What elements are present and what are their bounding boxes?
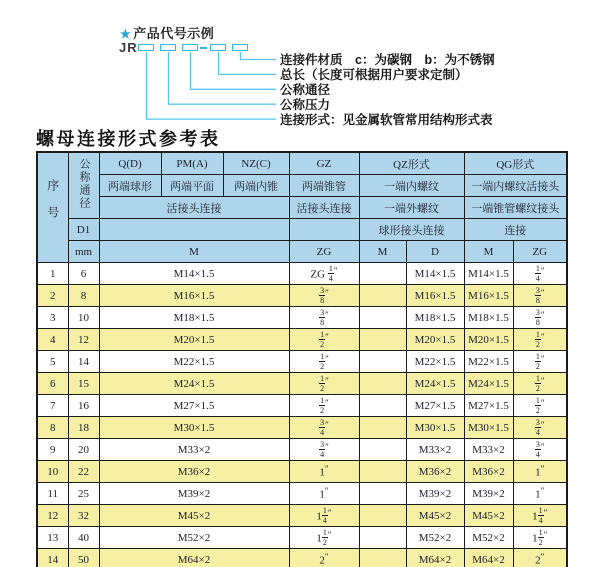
nut-connection-reference-table [36,151,568,567]
cell-qg_m: M18×1.5 [464,307,513,329]
table-row [37,439,567,461]
cell-dn: 32 [68,505,99,527]
cell-no: 4 [37,329,68,351]
table-row [37,307,567,329]
header-cell: M [464,241,513,263]
cell-gz [289,329,359,351]
header-cell [99,219,289,241]
cell-qz_d: M24×1.5 [406,373,464,395]
cell-m: M45×2 [99,505,289,527]
vertical-header-text: 公称通径 [78,158,90,210]
fraction: $\frac{3}{4}$ [535,417,540,437]
header-cell: GZ [289,152,359,175]
cell-qz_m [359,285,406,307]
cell-qg_m: M52×2 [464,527,513,549]
header-cell: 球形接头连接 [359,219,464,241]
cell-dn: 6 [68,263,99,285]
cell-qg_zg: 1 $\frac{1}{4}$ ″ [513,505,567,527]
cell-gz [289,439,359,461]
cell-no: 1 [37,263,68,285]
cell-dn: 50 [68,549,99,567]
header-cell: 两端锥管 [289,175,359,197]
header-cell: Q(D) [99,152,161,175]
header-cell: D [406,241,464,263]
fraction: $\frac{1}{2}$ [535,329,540,349]
cell-m: M30×1.5 [99,417,289,439]
table-title: 螺母连接形式参考表 [36,129,221,149]
cell-qz_m [359,549,406,567]
cell-qz_d: M27×1.5 [406,395,464,417]
cell-m: M27×1.5 [99,395,289,417]
cell-qg_zg [513,285,567,307]
fraction: $\frac{3}{8}$ [535,285,540,305]
legend-connection: 连接形式：见金属软管常用结构形式表 [280,112,493,127]
cell-no: 14 [37,549,68,567]
cell-qz_m [359,329,406,351]
cell-no: 10 [37,461,68,483]
inch-mark: ″ [540,463,545,474]
header-cell: 一端锥管螺纹接头 [464,197,567,219]
inch-mark: ″ [325,287,329,298]
cell-qg_zg [513,373,567,395]
cell-dn: 15 [68,373,99,395]
cell-no: 3 [37,307,68,329]
cell-no: 8 [37,417,68,439]
header-cell [68,152,99,219]
cell-no: 13 [37,527,68,549]
cell-qg_m: M14×1.5 [464,263,513,285]
inch-mark: ″ [324,463,329,474]
cell-qz_m [359,373,406,395]
cell-m: M18×1.5 [99,307,289,329]
inch-mark: ″ [543,507,548,518]
table-row [37,395,567,417]
cell-qz_d: M39×2 [406,483,464,505]
cell-qg_m: M22×1.5 [464,351,513,373]
table-row [37,329,567,351]
cell-qg_zg [513,263,567,285]
star-icon: ★ [120,27,132,41]
cell-m: M24×1.5 [99,373,289,395]
cell-qz_m [359,351,406,373]
header-cell: mm [68,241,99,263]
header-cell: 一端内螺纹活接头 [464,175,567,197]
cell-qg_m: M39×2 [464,483,513,505]
inch-mark: ″ [540,485,545,496]
cell-m: M64×2 [99,549,289,567]
code-prefix: JR [119,40,138,55]
cell-dn: 16 [68,395,99,417]
inch-mark: ″ [327,529,332,540]
fraction: $\frac{3}{8}$ [320,285,325,305]
header-cell: 活接头连接 [289,197,359,219]
cell-m: M14×1.5 [99,263,289,285]
cell-qg_zg: 2″ [513,549,567,567]
cell-m: M20×1.5 [99,329,289,351]
cell-no: 11 [37,483,68,505]
fraction: $\frac{3}{4}$ [535,439,540,459]
cell-qz_d: M33×2 [406,439,464,461]
cell-qz_d: M20×1.5 [406,329,464,351]
cell-qz_d: M52×2 [406,527,464,549]
inch-mark: ″ [327,507,332,518]
code-legend [280,53,495,128]
cell-gz [289,395,359,417]
cell-qg_m: M24×1.5 [464,373,513,395]
legend-pressure: 公称压力 [280,97,331,112]
cell-qg_zg: 1″ [513,461,567,483]
cell-qg_m: M27×1.5 [464,395,513,417]
cell-no: 7 [37,395,68,417]
cell-gz: 1 $\frac{1}{2}$ ″ [289,527,359,549]
cell-no: 6 [37,373,68,395]
cell-qz_m [359,461,406,483]
inch-mark: ″ [543,529,548,540]
cell-qg_m: M16×1.5 [464,285,513,307]
diagram-title-text: 产品代号示例 [133,26,215,41]
inch-mark: ″ [325,419,329,430]
legend-material: 连接件材质 c：为碳钢 b：为不锈钢 [280,53,495,67]
cell-dn: 25 [68,483,99,505]
cell-dn: 8 [68,285,99,307]
table-body [37,263,567,567]
cell-dn: 18 [68,417,99,439]
cell-qz_d: M45×2 [406,505,464,527]
header-cell: QZ形式 [359,152,464,175]
inch-mark: ″ [324,551,329,562]
cell-qz_d: M16×1.5 [406,285,464,307]
header-row-2 [37,175,567,197]
inch-mark: ″ [325,375,329,386]
cell-qz_d: M18×1.5 [406,307,464,329]
table-row [37,351,567,373]
inch-mark: ″ [325,309,329,320]
cell-qz_d: M36×2 [406,461,464,483]
cell-m: M39×2 [99,483,289,505]
fraction: $\frac{1}{2}$ [535,373,540,393]
cell-qg_zg: 1 $\frac{1}{2}$ ″ [513,527,567,549]
header-cell: 一端外螺纹 [359,197,464,219]
header-cell: 两端内锥 [223,175,289,197]
header-cell: M [99,241,289,263]
fraction: $\frac{3}{4}$ [320,439,325,459]
cell-qg_zg [513,439,567,461]
cell-qz_d: M64×2 [406,549,464,567]
cell-qg_m: M45×2 [464,505,513,527]
header-cell: ZG [289,241,359,263]
cell-no: 2 [37,285,68,307]
cell-no: 12 [37,505,68,527]
cell-qz_d: M14×1.5 [406,263,464,285]
legend-diameter: 公称通径 [280,82,331,97]
header-row-1 [37,152,567,175]
fraction: $\frac{1}{2}$ [320,373,325,393]
cell-qz_m [359,483,406,505]
cell-qg_m: M30×1.5 [464,417,513,439]
cell-qz_m [359,527,406,549]
cell-gz: 1 $\frac{1}{4}$ ″ [289,505,359,527]
cell-no: 5 [37,351,68,373]
cell-gz [289,373,359,395]
cell-dn: 40 [68,527,99,549]
header-cell: PM(A) [161,152,223,175]
cell-qg_zg [513,395,567,417]
cell-gz: 2″ [289,549,359,567]
cell-gz [289,307,359,329]
cell-dn: 20 [68,439,99,461]
header-cell: 两端平面 [161,175,223,197]
inch-mark: ″ [540,287,545,298]
cell-qz_m [359,505,406,527]
table-row [37,461,567,483]
header-cell: D1 [68,219,99,241]
fraction: $\frac{1}{2}$ [535,351,540,371]
cell-no: 9 [37,439,68,461]
cell-qz_d: M30×1.5 [406,417,464,439]
fraction: $\frac{1}{4}$ [328,263,333,283]
header-cell: M [359,241,406,263]
cell-qg_zg [513,329,567,351]
cell-qz_m [359,263,406,285]
inch-mark: ″ [325,397,329,408]
fraction: $\frac{1}{2}$ [320,395,325,415]
inch-mark: ″ [540,397,545,408]
cell-gz [289,351,359,373]
cell-m: M22×1.5 [99,351,289,373]
header-cell: 一端内螺纹 [359,175,464,197]
inch-mark: ″ [540,309,545,320]
header-cell [289,219,359,241]
cell-qg_zg [513,307,567,329]
cell-gz: 1″ [289,461,359,483]
header-row-5 [37,241,567,263]
header-cell: NZ(C) [223,152,289,175]
fraction: $\frac{1}{2}$ [535,395,540,415]
table-row [37,549,567,567]
fraction: $\frac{3}{4}$ [320,417,325,437]
cell-gz: 1″ [289,483,359,505]
cell-dn: 14 [68,351,99,373]
cell-qz_m [359,417,406,439]
vertical-header-text: 序号 [45,179,60,233]
header-cell: 两端球形 [99,175,161,197]
cell-dn: 10 [68,307,99,329]
inch-mark: ″ [540,331,545,342]
cell-m: M52×2 [99,527,289,549]
cell-qg_zg [513,417,567,439]
fraction: $\frac{1}{2}$ [538,527,543,547]
cell-qz_m [359,395,406,417]
inch-mark: ″ [325,441,329,452]
inch-mark: ″ [540,551,545,562]
table-row [37,527,567,549]
cell-gz [289,417,359,439]
cell-qz_m [359,307,406,329]
inch-mark: ″ [325,331,329,342]
header-row-4 [37,219,567,241]
cell-qg_m: M64×2 [464,549,513,567]
cell-dn: 22 [68,461,99,483]
fraction: $\frac{1}{4}$ [322,505,327,525]
table-row [37,505,567,527]
table-header [37,152,567,263]
header-cell: 连接 [464,219,567,241]
cell-m: M36×2 [99,461,289,483]
table-row [37,285,567,307]
table-row [37,263,567,285]
cell-gz [289,285,359,307]
fraction: $\frac{1}{4}$ [535,263,540,283]
fraction: $\frac{3}{8}$ [320,307,325,327]
cell-qg_zg [513,351,567,373]
header-row-3 [37,197,567,219]
header-cell: 活接头连接 [99,197,289,219]
table-row [37,373,567,395]
fraction: $\frac{1}{2}$ [320,329,325,349]
inch-mark: ″ [324,485,329,496]
cell-qg_m: M33×2 [464,439,513,461]
inch-mark: ″ [333,265,338,276]
header-cell [37,152,68,263]
header-cell: QG形式 [464,152,567,175]
header-cell: ZG [513,241,567,263]
cell-qg_m: M36×2 [464,461,513,483]
inch-mark: ″ [540,265,545,276]
cell-qg_m: M20×1.5 [464,329,513,351]
inch-mark: ″ [325,353,329,364]
cell-qz_m [359,439,406,461]
fraction: $\frac{1}{4}$ [538,505,543,525]
cell-qz_d: M22×1.5 [406,351,464,373]
inch-mark: ″ [540,419,545,430]
fraction: $\frac{3}{8}$ [535,307,540,327]
cell-dn: 12 [68,329,99,351]
fraction: $\frac{1}{2}$ [320,351,325,371]
table-row [37,483,567,505]
inch-mark: ″ [540,375,545,386]
table-row [37,417,567,439]
cell-gz: ZG $\frac{1}{4}$ ″ [289,263,359,285]
cell-m: M33×2 [99,439,289,461]
inch-mark: ″ [540,353,545,364]
inch-mark: ″ [540,441,545,452]
fraction: $\frac{1}{2}$ [322,527,327,547]
cell-qg_zg: 1″ [513,483,567,505]
cell-m: M16×1.5 [99,285,289,307]
legend-length: 总长（长度可根据用户要求定制） [280,67,468,82]
